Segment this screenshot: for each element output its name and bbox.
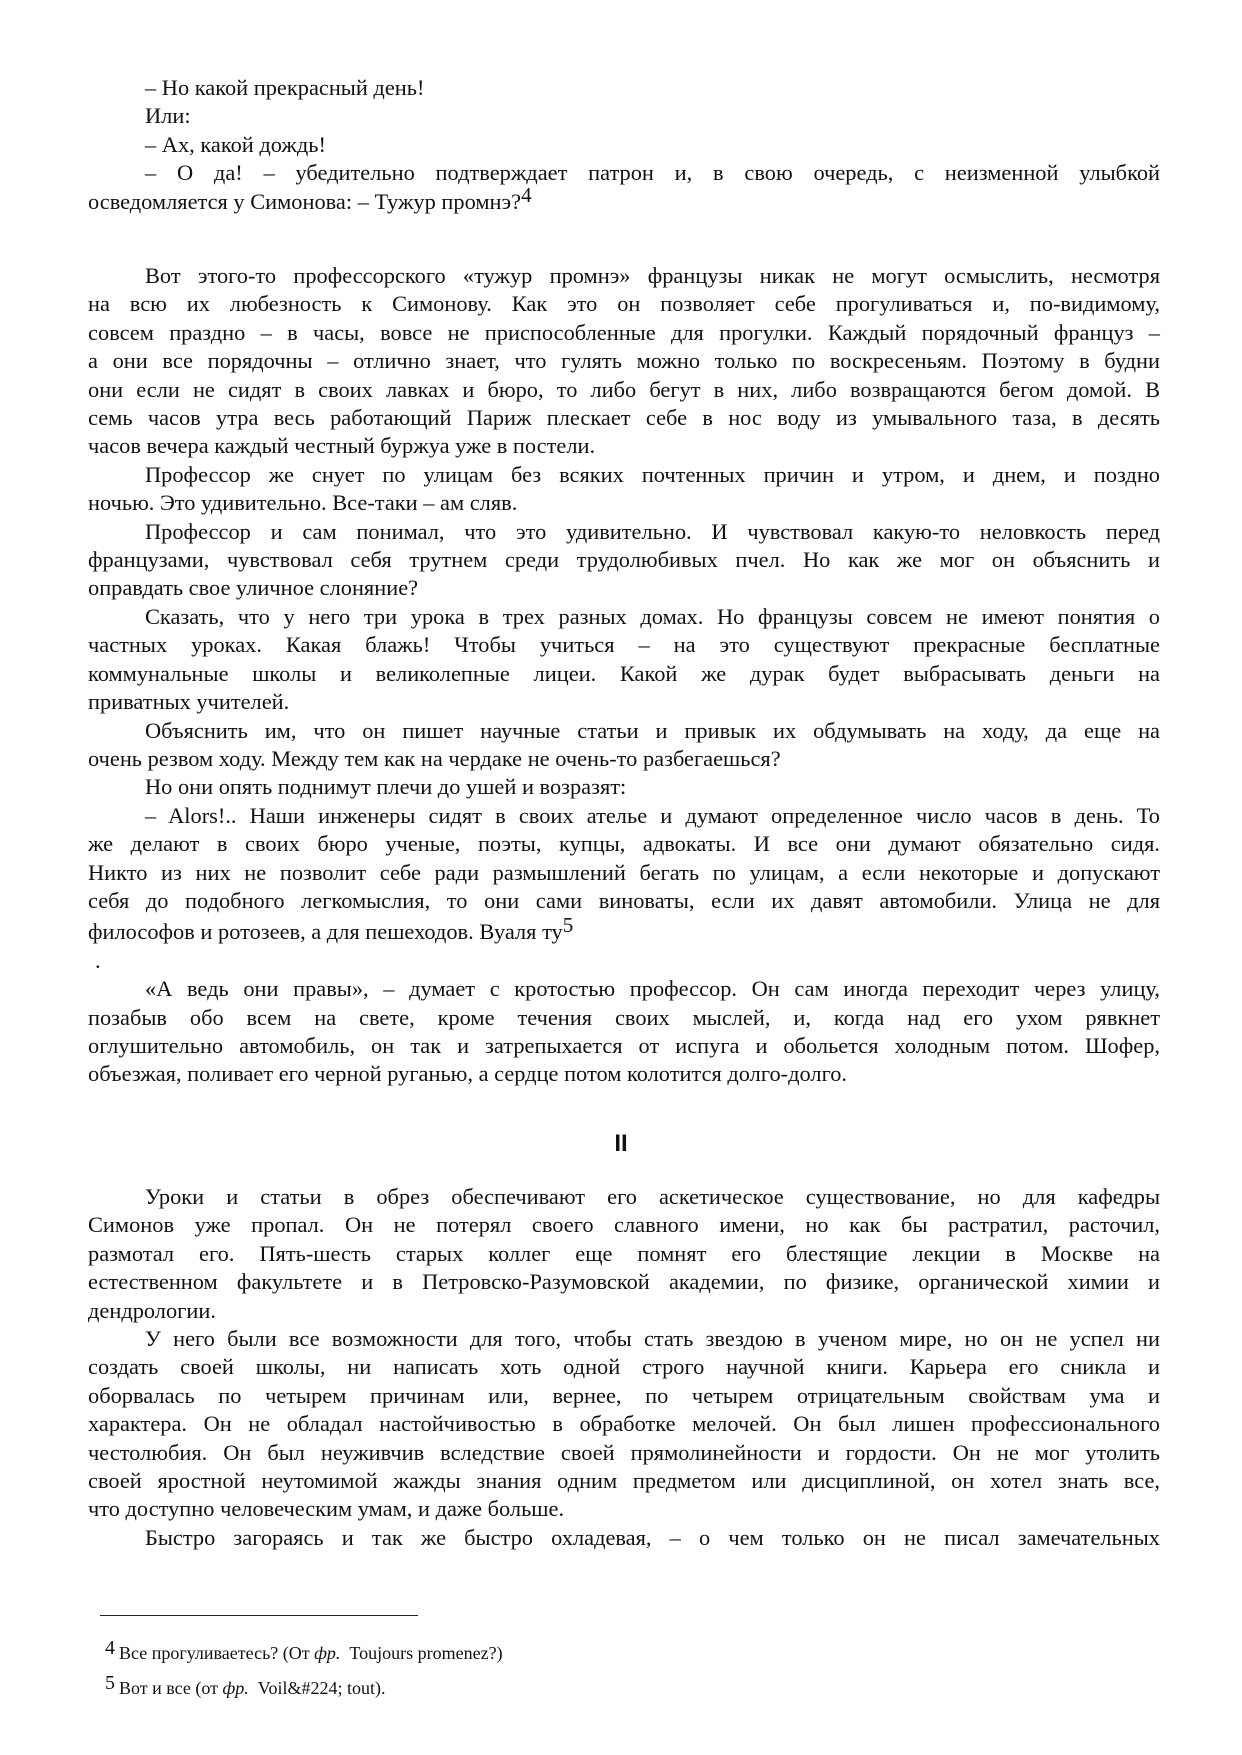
footnote-original: Toujours promenez?) bbox=[340, 1643, 503, 1663]
paragraph bbox=[88, 262, 1160, 461]
text-line: создать своей школы, ни написать хоть одной строго научной книги. Карьера его сникла и bbox=[88, 1354, 1160, 1380]
footnote-text: Все прогуливаетесь? (От bbox=[119, 1643, 315, 1663]
text-line: ночью. Это удивительно. Все-таки – ам сляв. bbox=[88, 490, 518, 516]
text-line bbox=[88, 913, 1160, 946]
footnotes bbox=[105, 1633, 1005, 1703]
paragraph bbox=[88, 975, 1160, 1089]
footnote-separator bbox=[100, 1615, 418, 1616]
text-line: честолюбия. Он был неуживчив вследствие своей прямолинейности и гордости. Он не мог утолить bbox=[88, 1439, 1160, 1465]
text-line: Сказать, что у него три урока в трех разных домах. Но французы совсем не имеют понятия о bbox=[145, 603, 1160, 629]
text-line: – Alors!.. Наши инженеры сидят в своих ателье и думают определенное число часов в день. То bbox=[145, 802, 1160, 828]
text-line: Профессор и сам понимал, что это удивительно. И чувствовал какую-то неловкость перед bbox=[145, 518, 1160, 544]
footnote-abbr: фр. bbox=[222, 1678, 249, 1698]
footnote-text: Вот и все (от bbox=[119, 1678, 223, 1698]
paragraph bbox=[88, 518, 1160, 603]
text-line: Объяснить им, что он пишет научные статьи и привык их обдумывать на ходу, да еще на bbox=[145, 717, 1160, 743]
text-line: оборвалась по четырем причинам или, вернее, по четырем отрицательным свойствам ума и bbox=[88, 1382, 1160, 1408]
text-line: французами, чувствовал себя трутнем среди трудолюбивых пчел. Но как же мог он объяснить и bbox=[88, 547, 1160, 573]
dialogue-line: Или: bbox=[145, 103, 191, 129]
text-line: «А ведь они правы», – думает с кротостью профессор. Он сам иногда переходит через улицу, bbox=[145, 976, 1160, 1002]
paragraph bbox=[88, 1325, 1160, 1524]
footnote-abbr: фр. bbox=[314, 1643, 341, 1663]
paragraph bbox=[88, 603, 1160, 717]
text-line: себя до подобного легкомыслия, то они сами виноваты, если их давят автомобили. Улица не для bbox=[88, 887, 1160, 913]
text-line: своей яростной неутомимой жажды знания одним предметом или дисциплиной, он хотел знать все, bbox=[88, 1468, 1160, 1494]
text-line: они если не сидят в своих лавках и бюро, то либо бегут в них, либо возвращаются бегом домой. В bbox=[88, 376, 1160, 402]
dialogue-line: – Ах, какой дождь! bbox=[145, 131, 326, 157]
text-line: Никто из них не позволит себе ради размышлений бегать по улицам, а если некоторые и допускают bbox=[88, 859, 1160, 885]
chapter-heading: II bbox=[614, 1130, 628, 1157]
footnote-original: Voil&#224; tout). bbox=[248, 1678, 386, 1698]
text-line: Быстро загораясь и так же быстро охладевая, – о чем только он не писал замечательных bbox=[145, 1524, 1160, 1550]
footnote-number: 4 bbox=[105, 1637, 115, 1659]
dialogue-text: осведомляется у Симонова: – Тужур промнэ? bbox=[88, 188, 522, 214]
text-line: часов вечера каждый честный буржуа уже в постели. bbox=[88, 433, 596, 459]
text-line: Но они опять поднимут плечи до ушей и возразят: bbox=[145, 774, 627, 800]
dialogue-line: – О да! – убедительно подтверждает патрон и, в свою очередь, с неизменной улыбкой bbox=[145, 160, 1160, 186]
text-line: коммунальные школы и великолепные лицеи. Какой же дурак будет выбрасывать деньги на bbox=[88, 660, 1160, 686]
text-line: Симонов уже пропал. Он не потерял своего славного имени, но как бы растратил, расточил, bbox=[88, 1212, 1160, 1238]
text-block-3 bbox=[88, 1183, 1160, 1552]
text-line: позабыв обо всем на свете, кроме течения своих мыслей, и, когда над его ухом рявкнет bbox=[88, 1004, 1160, 1030]
text-line: Профессор же снует по улицам без всяких почтенных причин и утром, и днем, и поздно bbox=[145, 461, 1160, 487]
text-line: . bbox=[95, 947, 101, 973]
text-line: характера. Он не обладал настойчивостью в обработке мелочей. Он был лишен профессионального bbox=[88, 1411, 1160, 1437]
text-line: оправдать свое уличное слоняние? bbox=[88, 575, 419, 601]
text-line: У него были все возможности для того, чтобы стать звездою в ученом мире, но он не успел ни bbox=[145, 1326, 1160, 1352]
text-line: объезжая, поливает его черной руганью, а сердце потом колотится долго-долго. bbox=[88, 1061, 847, 1087]
text-line: совсем праздно – в часы, вовсе не приспособленные для прогулки. Каждый порядочный француз – bbox=[88, 319, 1160, 345]
paragraph bbox=[88, 461, 1160, 518]
paragraph bbox=[88, 717, 1160, 774]
paragraph bbox=[88, 1183, 1160, 1325]
text-line: естественном факультете и в Петровско-Разумовской академии, по физике, органической химии и bbox=[88, 1269, 1160, 1295]
text-line: на всю их любезность к Симонову. Как это он позволяет себе прогуливаться и, по-видимому, bbox=[88, 291, 1160, 317]
text-line: а они все порядочны – отлично знает, что гулять можно только по воскресеньям. Поэтому в будни bbox=[88, 348, 1160, 374]
footnote-ref: 4 bbox=[521, 182, 532, 207]
text-line: приватных учителей. bbox=[88, 689, 290, 715]
footnote-ref: 5 bbox=[562, 913, 574, 938]
dialogue-line: – Но какой прекрасный день! bbox=[145, 75, 425, 100]
paragraph bbox=[88, 1524, 1160, 1552]
text-line: Уроки и статьи в обрез обеспечивают его аскетическое существование, но для кафедры bbox=[145, 1184, 1160, 1209]
paragraph bbox=[88, 773, 1160, 801]
text-line: частных уроках. Какая блажь! Чтобы учиться – на это существуют прекрасные бесплатные bbox=[88, 632, 1160, 658]
text-line: размотал его. Пять-шесть старых коллег еще помнят его блестящие лекции в Москве на bbox=[88, 1240, 1160, 1266]
text-block-1 bbox=[88, 74, 1160, 216]
text-line: дендрологии. bbox=[88, 1297, 216, 1323]
paragraph bbox=[88, 802, 1160, 975]
text-block-2 bbox=[88, 262, 1160, 1089]
text-line: очень резвом ходу. Между тем как на чердаке не очень-то разбегаешься? bbox=[88, 745, 781, 771]
footnote-number: 5 bbox=[105, 1672, 115, 1694]
text-span: философов и ротозеев, а для пешеходов. Вуаля ту bbox=[88, 919, 563, 945]
footnote bbox=[105, 1633, 1005, 1668]
text-line: оглушительно автомобиль, он так и затрепыхается от испуга и обольется холодным потом. Шофер, bbox=[88, 1032, 1160, 1058]
text-line: что доступно человеческим умам, и даже больше. bbox=[88, 1496, 565, 1522]
text-line: же делают в своих бюро ученые, поэты, купцы, адвокаты. И все они думают обязательно сидя. bbox=[88, 831, 1160, 857]
footnote bbox=[105, 1668, 1005, 1703]
dialogue-line bbox=[88, 182, 1160, 216]
text-line: Вот этого-то профессорского «тужур промнэ» французы никак не могут осмыслить, несмотря bbox=[145, 263, 1160, 288]
text-line: семь часов утра весь работающий Париж плескает себе в нос воду из умывального таза, в десять bbox=[88, 405, 1160, 431]
